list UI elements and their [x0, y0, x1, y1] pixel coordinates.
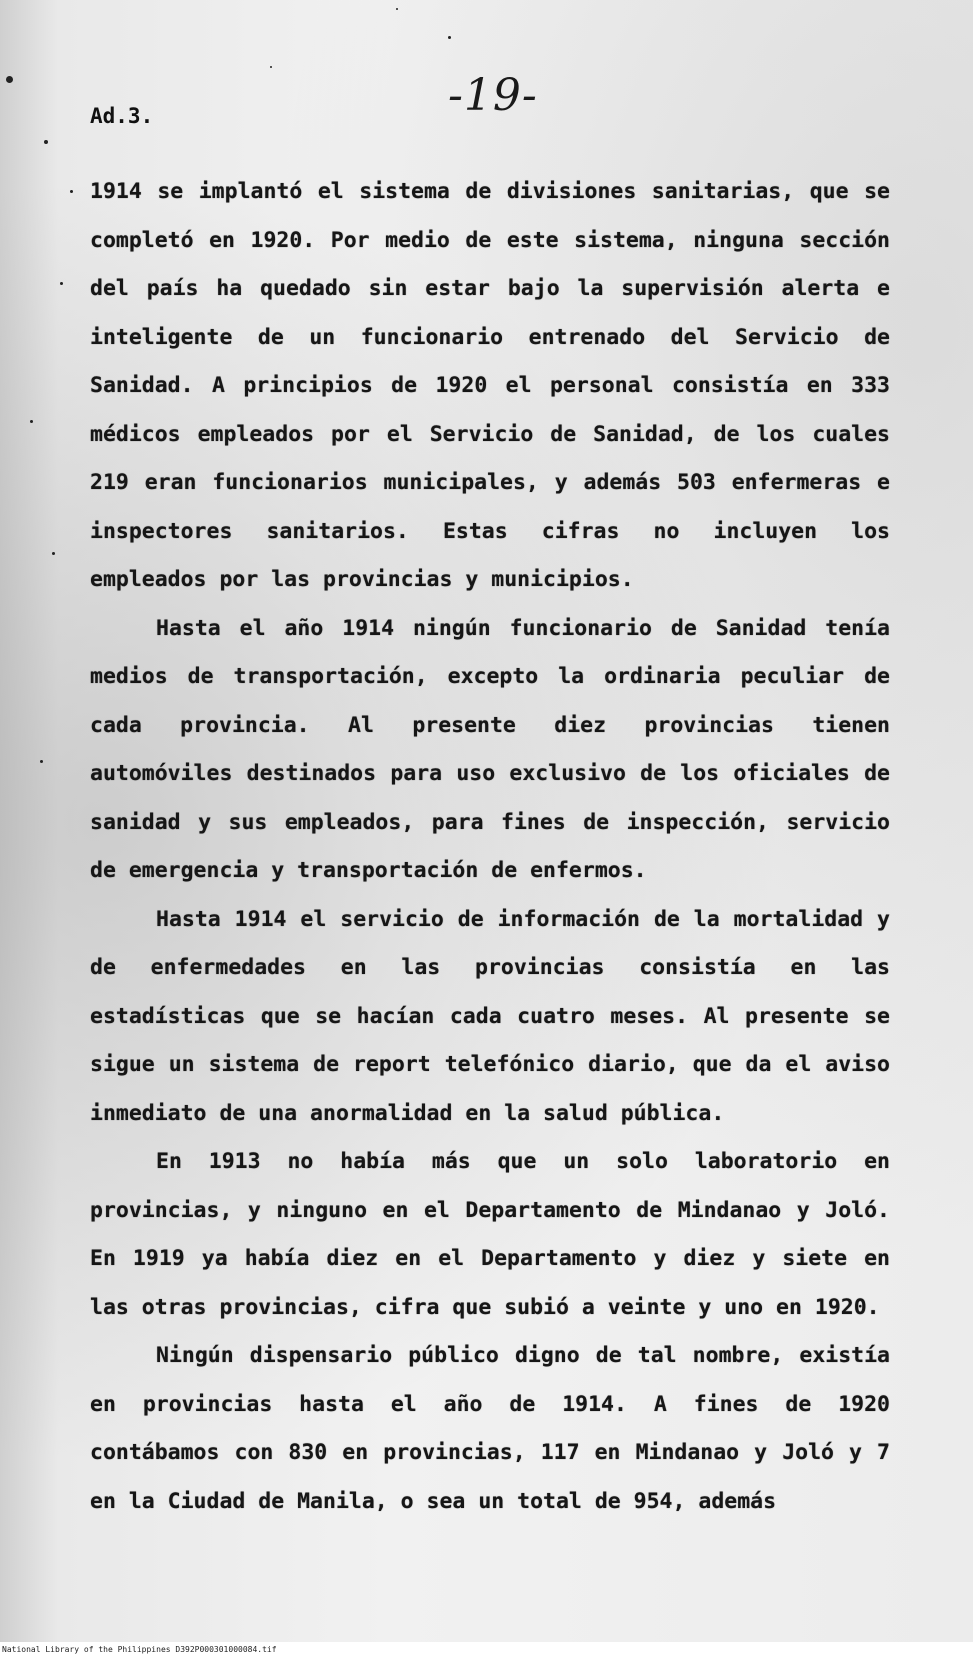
scan-speck [30, 420, 33, 423]
scan-speck [396, 8, 398, 10]
paragraph-5: Ningún dispensario público digno de tal nombre, existía en provincias hasta el año de 1914. A fines de 1920 contábamos con 830 en provincias, 117 en Mindanao y Joló y 7 en la Ciudad de Manila, o sea un total de 954, además [90, 1343, 890, 1514]
paragraph-3: Hasta 1914 el servicio de información de la mortalidad y de enfermedades en las provincias consistía en las estadísticas que se hacían cada cuatro meses. Al presente se sigue un sistema de report telefónico diario, que da el aviso inmediato de una anormalidad en la salud pública. [90, 906, 890, 1126]
scan-speck [70, 190, 73, 193]
section-header: Ad.3. [90, 104, 154, 128]
paragraph-2: Hasta el año 1914 ningún funcionario de Sanidad tenía medios de transportación, excepto la ordinaria peculiar de cada provincia. Al presente diez provincias tienen automóviles destinados para uso exclusivo de los oficiales de sanidad y sus empleados, para fines de inspección, servicio de emergencia y transportación de enfermos. [90, 615, 890, 883]
scan-speck [40, 760, 43, 763]
paragraph-4: En 1913 no había más que un solo laboratorio en provincias, y ninguno en el Departamento de Mindanao y Joló. En 1919 ya había diez en el Departamento y diez y siete en las otras provincias, cifra que subió a veinte y uno en 1920. [90, 1149, 890, 1320]
scan-speck [270, 66, 272, 68]
scan-speck [60, 282, 63, 285]
paragraph-1: 1914 se implantó el sistema de divisiones sanitarias, que se completó en 1920. Por medio de este sistema, ninguna sección del país ha quedado sin estar bajo la supervisión alerta e inteligente de un funcionario entrenado del Servicio de Sanidad. A principios de 1920 el personal consistía en 333 médicos empleados por el Servicio de Sanidad, de los cuales 219 eran funcionarios municipales, y además 503 enfermeras e inspectores sanitarios. Estas cifras no incluyen los empleados por las provincias y municipios. [90, 179, 890, 592]
scan-speck [52, 552, 55, 555]
scan-speck [6, 76, 13, 83]
page-number: -19- [448, 70, 538, 121]
scan-speck [448, 36, 451, 39]
scan-footer: National Library of the Philippines D392P000301000084.tif [0, 1642, 973, 1658]
body-text [90, 168, 890, 1526]
scan-speck [44, 140, 48, 144]
